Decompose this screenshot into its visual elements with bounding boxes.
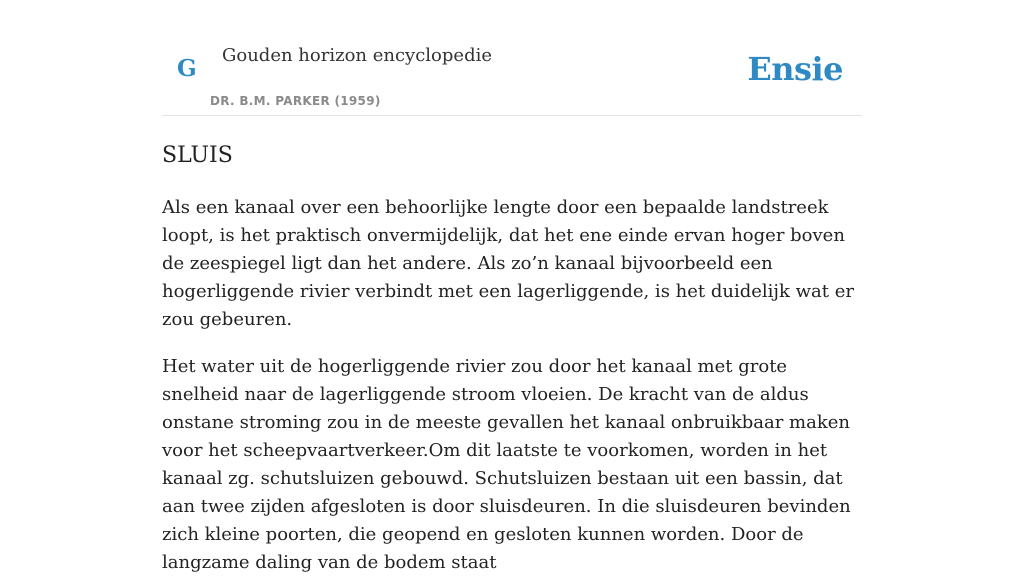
article-paragraph-2: Het water uit de hogerliggende rivier zou door het kanaal met grote snelheid naar de lagerliggende stroom vloeien. De kracht van de aldus onstane stroming zou in de meeste gevallen het kanaal onbruikbaar maken voor het scheepvaartverkeer.Om dit laatste te voorkomen, worden in het kanaal zg. schutsluizen gebouwd. Schutsluizen bestaan uit een bassin, dat aan twee zijden afgesloten is door sluisdeuren. In die sluisdeuren bevinden zich kleine poorten, die geopend en gesloten kunnen worden. Door de langzame daling van de bodem staat	[162, 356, 851, 573]
source-title-link[interactable]: Gouden horizon encyclopedie	[222, 45, 492, 66]
page	[162, 0, 862, 577]
source-logo[interactable]: G	[177, 55, 197, 82]
source-header	[162, 0, 862, 116]
source-author: DR. B.M. PARKER (1959)	[210, 94, 381, 108]
article-title: SLUIS	[162, 143, 233, 168]
article-paragraph-1: Als een kanaal over een behoorlijke lengte door een bepaalde landstreek loopt, is het praktisch onvermijdelijk, dat het ene einde ervan hoger boven de zeespiegel ligt dan het andere. Als zo’n kanaal bijvoorbeeld een hogerliggende rivier verbindt met een lagerliggende, is het duidelijk wat er zou gebeuren.	[162, 197, 854, 330]
brand-logo[interactable]: Ensie	[747, 50, 843, 88]
